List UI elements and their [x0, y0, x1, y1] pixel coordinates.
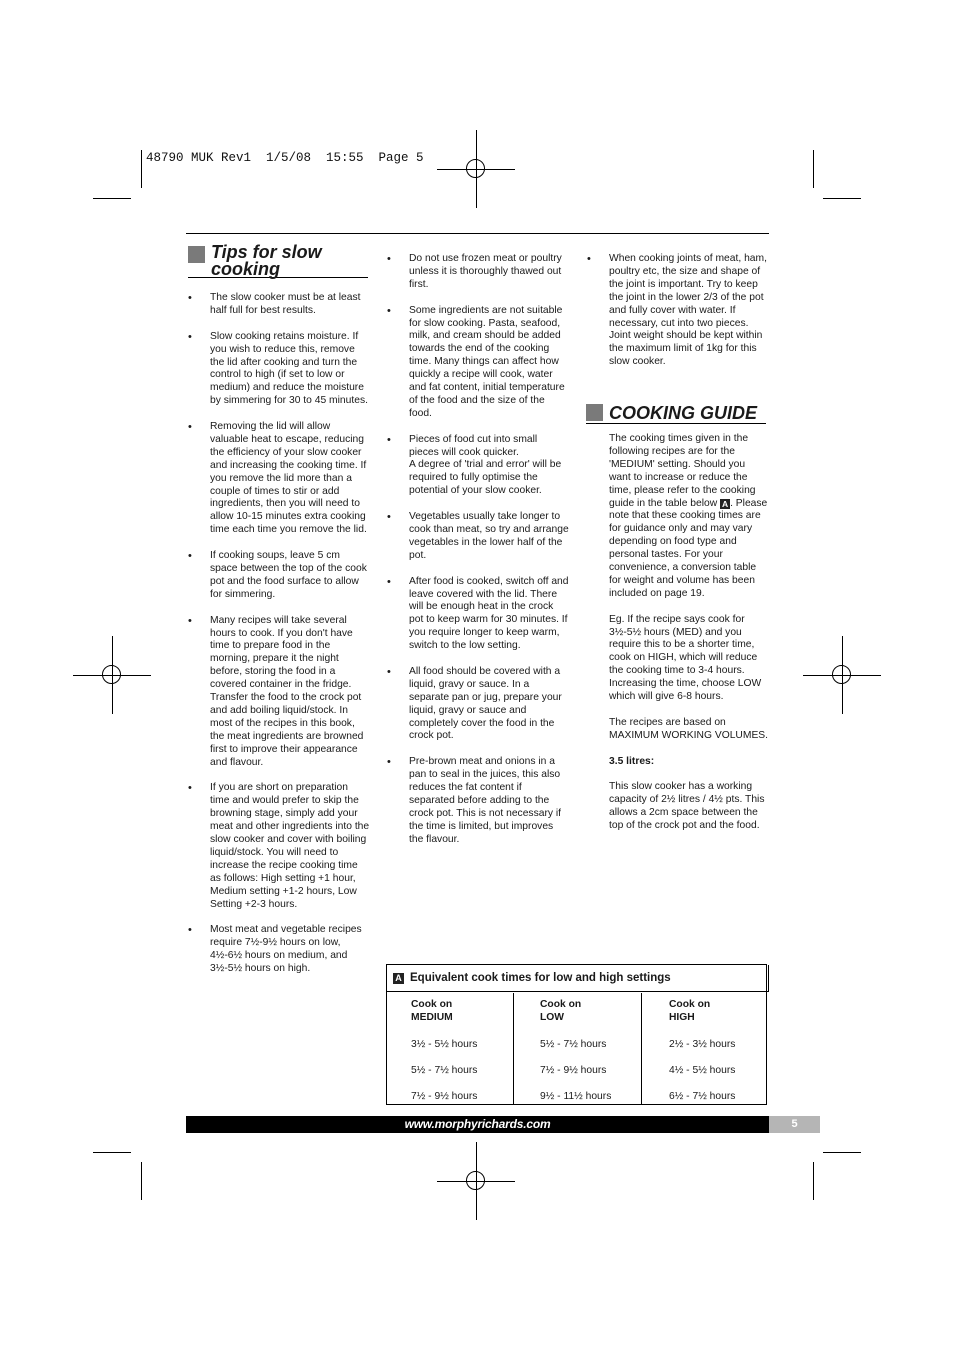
list-item: • Most meat and vegetable recipes require 7½-9½ hours on low, 4½-6½ hours on medium, and 3½-5½ hours on high. [186, 924, 370, 976]
list-item: • The slow cooker must be at least half full for best results. [186, 292, 370, 318]
list-item: • Many recipes will take several hours to cook. If you don't have time to prepare food in the morning, prepare it the night before, storing the food in a covered container in the fridge. Transfer the food to the crock pot and add boiling liquid/stock. In most of the recipes in this book, the meat ingredients are browned first to improve their appearance and flavour. [186, 615, 370, 770]
cooking-guide-para-4: This slow cooker has a working capacity of 2½ litres / 4½ pts. This allows a 2cm space between the top of the crock pot and the food. [609, 781, 765, 832]
crop-mark [823, 1152, 861, 1153]
table-cell: 9½ - 11½ hours [540, 1091, 612, 1102]
list-item: • Pre-brown meat and onions in a pan to seal in the juices, this also reduces the fat content if separated before adding to the crock pot. This is not necessary if the time is limited, but improves the flavour. [385, 756, 569, 846]
table-column-high: Cook on HIGH 2½ - 3½ hours 4½ - 5½ hours 6½ - 7½ hours [669, 993, 764, 1105]
list-item: • Slow cooking retains moisture. If you wish to reduce this, remove the lid after cooking and turn the control to high (if set to low or medium) and reduce the moisture by simmering for 30 to 45 minutes. [186, 331, 370, 408]
list-item: • After food is cooked, switch off and leave covered with the lid. There will be enough heat in the crock pot to keep warm for 30 minutes. If you require longer to keep warm, switch to the low setting. [385, 576, 569, 653]
tips-title-line2: cooking [211, 258, 281, 279]
cooking-guide-heading [586, 404, 766, 424]
tips-title-line1: Tips for slow [211, 242, 322, 262]
column-divider [641, 993, 642, 1105]
table-column-low: Cook on LOW 5½ - 7½ hours 7½ - 9½ hours 9½ - 11½ hours [540, 993, 640, 1105]
list-item: • Pieces of food cut into small pieces will cook quicker. A degree of 'trial and error' will be required to fully optimise the potential of your slow cooker. [385, 434, 569, 499]
list-item: • If cooking soups, leave 5 cm space between the top of the cook pot and the food surface to allow for simmering. [186, 550, 370, 602]
table-a-tag-icon: A [722, 498, 729, 509]
table-cell: 2½ - 3½ hours [669, 1039, 736, 1050]
column-header: MEDIUM [411, 1012, 453, 1023]
cooking-guide-subhead: 3.5 litres: [609, 755, 655, 767]
list-item: • Removing the lid will allow valuable heat to escape, reducing the efficiency of your slow cooker and increasing the cooking time. If you remove the lid more than a couple of times to stir or add ingredients, then you will need to allow 10-15 minutes extra cooking time each time you remove the lid. [186, 421, 370, 537]
cooking-guide-para-3: The recipes are based on MAXIMUM WORKING VOLUMES. [609, 716, 769, 741]
registration-mark-top [437, 130, 515, 208]
top-rule [186, 233, 769, 234]
list-item: • All food should be covered with a liquid, gravy or sauce. In a separate pan or jug, prepare your liquid, gravy or sauce and completely cover the food in the crock pot. [385, 666, 569, 743]
table-cell: 4½ - 5½ hours [669, 1065, 736, 1076]
crop-mark [823, 198, 861, 199]
table-cell: 7½ - 9½ hours [411, 1091, 478, 1102]
crop-mark [93, 1152, 131, 1153]
table-column-medium: Cook on MEDIUM 3½ - 5½ hours 5½ - 7½ hours 7½ - 9½ hours [411, 993, 511, 1105]
table-header [387, 965, 769, 992]
crop-mark [93, 198, 131, 199]
table-cell: 5½ - 7½ hours [411, 1065, 478, 1076]
column-header: LOW [540, 1012, 565, 1023]
cooking-guide-para-2: Eg. If the recipe says cook for 3½-5½ hours (MED) and you require this to be a shorter time, cook on HIGH, which will reduce the cooking time to 3-4 hours. Increasing the time, choose LOW which will give 6-8 hours. [609, 613, 762, 703]
crop-mark [813, 1162, 814, 1200]
cooking-guide-body [609, 433, 769, 846]
crop-mark [813, 150, 814, 188]
tips-column-2 [385, 253, 569, 859]
footer-url[interactable]: www.morphyrichards.com [404, 1117, 551, 1131]
list-item: • If you are short on preparation time and would prefer to skip the browning stage, simply add your meat and other ingredients into the slow cooker and cover with boiling liquid/stock. You will need to increase the recipe cooking time as follows: High setting +1 hour, Medium setting +1-2 hours, Low Setting +2-3 hours. [186, 782, 370, 911]
list-item: • When cooking joints of meat, ham, poultry etc, the size and shape of the joint is important. Try to keep the joint in the lower 2/3 of the pot and fully cover with water. If necessary, cut into two pieces. Joint weight should be kept within the maximum limit of 1kg for this slow cooker. [585, 253, 767, 369]
registration-mark-bottom [437, 1142, 515, 1220]
list-item: • Some ingredients are not suitable for slow cooking. Pasta, seafood, milk, and cream should be added towards the end of the cooking time. Many things can affect how quickly a recipe will cook, water and fat content, initial temperature of the food and the size of the food. [385, 305, 569, 421]
cooking-guide-para-1: The cooking times given in the following recipes are for the 'MEDIUM' setting. Should you want to increase or reduce the time, please refer to the cooking guide in the table below A . Please note that these cooking times are for guidance only and may vary depending on food type and personal tastes. For your convenience, a conversion table for weight and volume has been included on page 19. [609, 433, 768, 599]
column-header: HIGH [669, 1012, 695, 1023]
page-number: 5 [769, 1116, 820, 1133]
table-cell: 5½ - 7½ hours [540, 1039, 607, 1050]
table-cell: 6½ - 7½ hours [669, 1091, 736, 1102]
cook-times-table [386, 964, 767, 1105]
tips-heading [188, 244, 368, 278]
table-cell: 3½ - 5½ hours [411, 1039, 478, 1050]
tips-column-3 [585, 253, 767, 382]
table-cell: 7½ - 9½ hours [540, 1065, 607, 1076]
cooking-guide-title: COOKING GUIDE [609, 403, 758, 423]
heading-square-icon [188, 246, 205, 263]
crop-mark [141, 150, 142, 188]
list-item: • Do not use frozen meat or poultry unless it is thoroughly thawed out first. [385, 253, 569, 292]
table-a-tag-icon: A [393, 973, 404, 984]
tips-column-1 [186, 292, 370, 989]
registration-mark-right [803, 636, 881, 714]
heading-square-icon [586, 404, 603, 421]
registration-mark-left [73, 636, 151, 714]
table-title: Equivalent cook times for low and high settings [410, 972, 671, 984]
column-divider [513, 993, 514, 1105]
list-item: • Vegetables usually take longer to cook than meat, so try and arrange vegetables in the lower half of the pot. [385, 511, 569, 563]
print-slug: 48790 MUK Rev1 1/5/08 15:55 Page 5 [146, 151, 424, 165]
crop-mark [141, 1162, 142, 1200]
